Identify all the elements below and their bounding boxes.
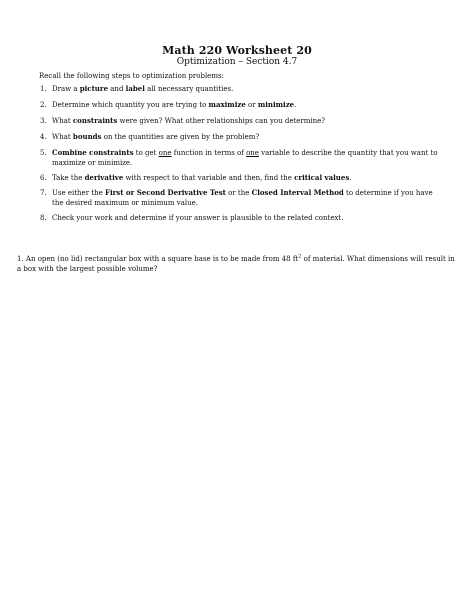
- step-text: Determine which quantity you are trying to: [52, 101, 209, 109]
- step-6: [39, 173, 439, 183]
- step-text: What: [52, 133, 73, 141]
- worksheet-subtitle: Optimization – Section 4.7: [176, 57, 298, 67]
- problem-superscript: 2: [298, 253, 302, 260]
- step-keyword: First or Second Derivative Test: [104, 188, 226, 197]
- step-number: 2.: [40, 101, 47, 109]
- step-text: What: [52, 117, 73, 125]
- problem-text: of material. What dimensions will result in a box with the largest possible volume?: [17, 255, 455, 273]
- step-2: [39, 100, 439, 110]
- step-text: or: [245, 101, 258, 109]
- step-4: [39, 132, 439, 142]
- step-text: to get: [133, 149, 159, 157]
- step-number: 5.: [40, 149, 47, 157]
- step-keyword: label: [125, 84, 145, 93]
- step-text: variable to describe the quantity that you want to maximize or minimize.: [52, 149, 438, 167]
- worksheet-title: Math 220 Worksheet 20: [162, 44, 312, 57]
- step-text: with respect to that variable and then, find the: [123, 174, 295, 182]
- step-keyword: critical values: [294, 173, 350, 182]
- step-text: Take the: [52, 174, 85, 182]
- step-1: [39, 84, 439, 94]
- step-number: 4.: [40, 133, 47, 141]
- problem-text: 1. An open (no lid) rectangular box with a square base is to be made from 48 ft: [17, 255, 299, 263]
- steps-list: [39, 84, 439, 223]
- step-underlined: one: [246, 149, 259, 157]
- step-number: 8.: [40, 214, 47, 222]
- step-text: function in terms of: [171, 149, 247, 157]
- step-keyword: derivative: [84, 173, 124, 182]
- step-text: .: [294, 101, 297, 109]
- step-number: 6.: [40, 174, 47, 182]
- step-text: Check your work and determine if your answer is plausible to the related context.: [52, 214, 344, 222]
- intro-text: Recall the following steps to optimization problems:: [39, 72, 224, 80]
- step-text: all necessary quantities.: [144, 85, 234, 93]
- step-5: [39, 148, 439, 168]
- step-text: on the quantities are given by the problem?: [101, 133, 260, 141]
- step-number: 1.: [40, 85, 47, 93]
- problem-1: [17, 254, 459, 274]
- step-keyword: constraints: [72, 116, 118, 125]
- step-text: to determine if you have the desired maximum or minimum value.: [52, 189, 433, 207]
- step-text: were given? What other relationships can you determine?: [117, 117, 326, 125]
- step-number: 3.: [40, 117, 47, 125]
- step-keyword: maximize: [208, 100, 246, 109]
- step-number: 7.: [40, 189, 47, 197]
- step-text: .: [349, 174, 352, 182]
- step-text: Use either the: [52, 189, 105, 197]
- step-8: [39, 213, 439, 223]
- step-keyword: bounds: [72, 132, 102, 141]
- step-keyword: Closed Interval Method: [251, 188, 344, 197]
- step-3: [39, 116, 439, 126]
- step-underlined: one: [158, 149, 172, 157]
- step-keyword: picture: [79, 84, 109, 93]
- step-keyword: Combine constraints: [52, 148, 134, 157]
- step-text: Draw a: [52, 85, 80, 93]
- step-7: [39, 188, 439, 208]
- step-text: and: [108, 85, 126, 93]
- step-keyword: minimize: [257, 100, 295, 109]
- step-text: or the: [225, 189, 252, 197]
